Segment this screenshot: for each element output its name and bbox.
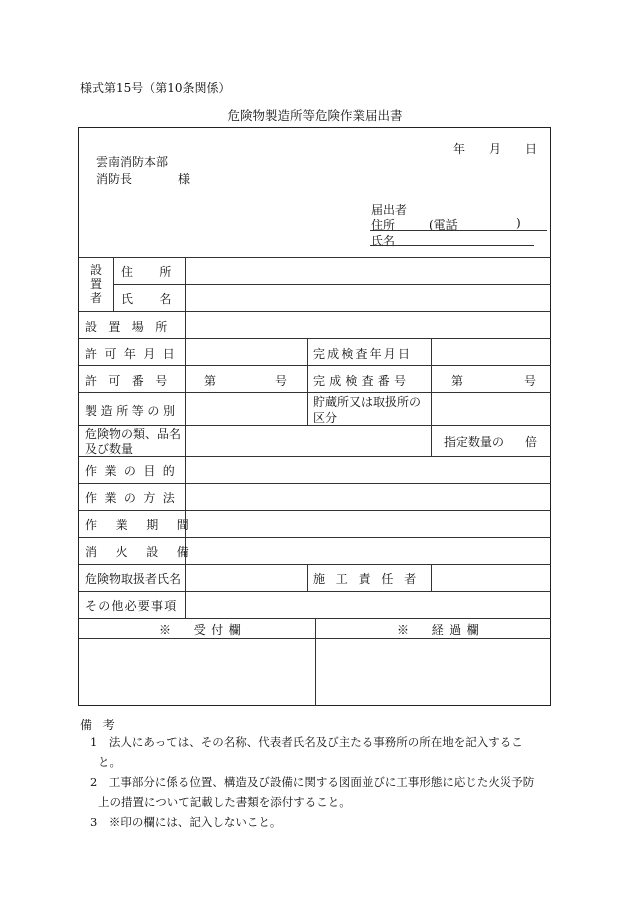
applicant-phone-label: (電話 <box>429 218 458 232</box>
notes-heading: 備考 <box>80 718 126 732</box>
applicant-name-label: 氏名 <box>371 234 396 248</box>
storage-type-label-2: 区分 <box>313 411 338 425</box>
installer-label: 設置者 <box>89 263 102 305</box>
note-3: 3 ※印の欄には、記入しないこと。 <box>90 815 282 829</box>
work-method-label: 作業の方法 <box>85 491 183 505</box>
storage-type-label-1: 貯蔵所又は取扱所の <box>313 395 422 409</box>
hazmat-label-1: 危険物の類、品名 <box>85 427 182 441</box>
document-title: 危険物製造所等危険作業届出書 <box>227 108 403 123</box>
times-label: 倍 <box>525 435 538 449</box>
completion-date-label: 完成検査年月日 <box>313 347 413 361</box>
name-underline <box>370 245 534 246</box>
row-rule <box>79 483 551 484</box>
completion-number-label: 完成検査番号 <box>313 374 411 388</box>
hazmat-label-2: 及び数量 <box>85 442 134 456</box>
applicant-address-label: 住所 <box>371 218 396 232</box>
permit-number-label: 許可番号 <box>85 374 179 388</box>
form-number: 様式第15号（第10条関係） <box>80 81 231 95</box>
other-items-label: その他必要事項 <box>85 599 178 613</box>
row-rule <box>79 311 551 312</box>
permit-date-label: 許可年月日 <box>85 347 183 361</box>
col-rule <box>307 564 308 591</box>
installer-address-label: 住 所 <box>121 265 179 279</box>
row-rule <box>79 365 551 366</box>
col-rule <box>113 257 114 311</box>
work-purpose-label: 作業の目的 <box>85 464 183 478</box>
recipient-org: 雲南消防本部 <box>96 155 169 169</box>
row-rule <box>79 338 551 339</box>
applicant-label: 届出者 <box>371 203 408 217</box>
col-rule <box>431 564 432 591</box>
note-2-line-2: 上の措置について記載した書類を添付すること。 <box>98 795 351 809</box>
applicant-phone-close: ) <box>516 216 521 230</box>
note-1-line-2: と。 <box>98 755 121 769</box>
fire-equipment-label: 消火設備 <box>85 545 208 559</box>
date-day-label: 日 <box>525 142 538 156</box>
recipient-title: 消防長 <box>96 172 133 186</box>
note-1-line-1: 1 法人にあっては、その名称、代表者氏名及び主たる事務所の所在地を記入するこ <box>90 735 523 749</box>
handler-name-label: 危険物取扱者氏名 <box>85 572 182 586</box>
supervisor-label: 施工責任者 <box>313 572 428 586</box>
col-rule <box>315 618 316 706</box>
location-label: 設置場所 <box>85 320 179 334</box>
work-period-label: 作業期間 <box>85 518 208 532</box>
designated-qty-label: 指定数量の <box>444 435 505 449</box>
completion-number-suffix: 号 <box>524 374 537 388</box>
row-rule <box>79 257 551 258</box>
date-year-label: 年 <box>453 142 466 156</box>
row-rule <box>79 564 551 565</box>
facility-type-label: 製造所等の別 <box>85 404 179 418</box>
permit-number-prefix: 第 <box>204 374 217 388</box>
notification-form <box>78 127 551 706</box>
row-rule <box>113 284 551 285</box>
progress-column-label: ※ 経過欄 <box>397 623 485 637</box>
row-rule <box>79 456 551 457</box>
installer-name-label: 氏 名 <box>121 292 179 306</box>
col-rule <box>307 338 308 425</box>
row-rule <box>79 510 551 511</box>
date-month-label: 月 <box>489 142 502 156</box>
note-2-line-1: 2 工事部分に係る位置、構造及び設備に関する図面並びに工事形態に応じた火災予防 <box>90 775 535 789</box>
row-rule <box>79 591 551 592</box>
address-underline <box>370 230 547 231</box>
col-rule <box>185 257 186 618</box>
permit-number-suffix: 号 <box>275 374 288 388</box>
col-rule <box>431 338 432 456</box>
completion-number-prefix: 第 <box>451 374 464 388</box>
reception-column-label: ※ 受付欄 <box>159 623 247 637</box>
honorific: 様 <box>178 172 191 186</box>
row-rule <box>79 537 551 538</box>
